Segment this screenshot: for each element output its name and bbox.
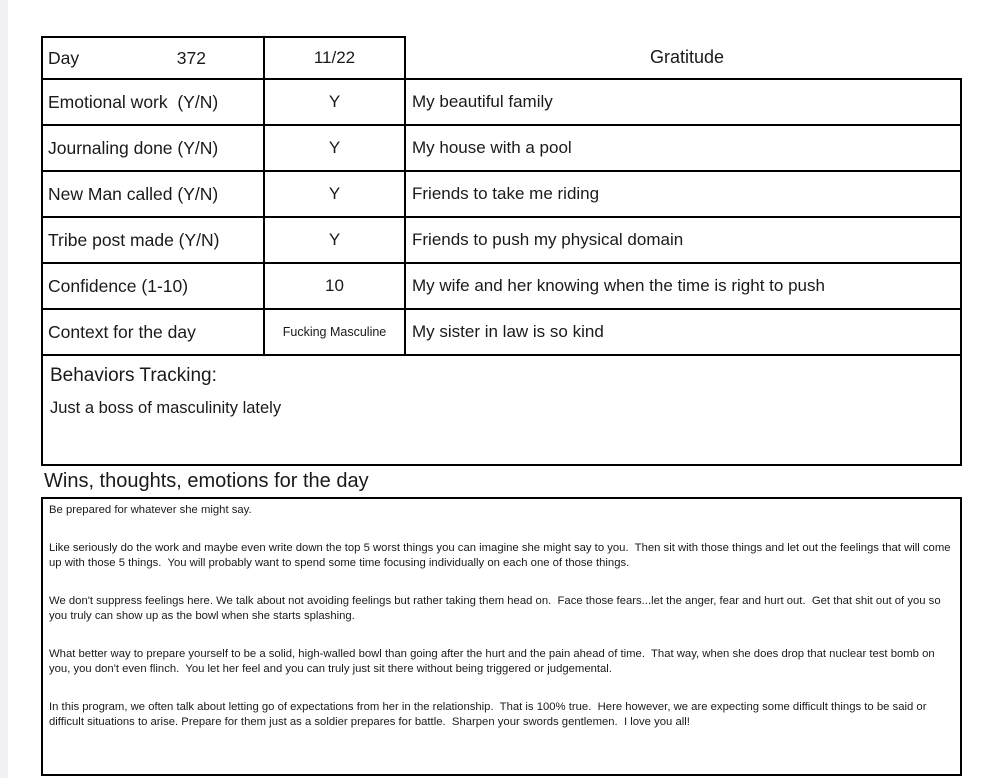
- wins-paragraph: What better way to prepare yourself to be a solid, high-walled bowl than going after the hurt and the pain ahead of time. That way, when she does drop that nuclear test bomb on you, you don't even flinch. You let her feel and you can truly just sit there without being triggered or judgemental.: [49, 648, 938, 675]
- gratitude-entry-cell[interactable]: Friends to push my physical domain: [406, 218, 962, 264]
- gratitude-entry-cell[interactable]: My wife and her knowing when the time is right to push: [406, 264, 962, 310]
- journal-sheet: [41, 36, 962, 776]
- wins-paragraph: We don't suppress feelings here. We talk about not avoiding feelings but rather taking them head on. Face those fears...let the anger, fear and hurt out. Get that shit out of you so you truly can show up as the bowl when she starts splashing.: [49, 595, 944, 622]
- row-label-cell: Journaling done (Y/N): [43, 126, 265, 172]
- row-label-cell: Tribe post made (Y/N): [43, 218, 265, 264]
- gratitude-header: [406, 36, 962, 80]
- day-cell[interactable]: [43, 36, 265, 80]
- table-row: [43, 264, 962, 310]
- tracker-header-row: [43, 36, 962, 80]
- table-row: [43, 172, 962, 218]
- date-cell[interactable]: [265, 36, 406, 80]
- wins-paragraph: In this program, we often talk about letting go of expectations from her in the relationship. That is 100% true. Here however, we are expecting some difficult things to be said or difficult situations to arise. Prepare for them just as a soldier prepares for battle. Sharpen your swords gentlemen. I love you all!: [49, 701, 930, 728]
- table-row: [43, 218, 962, 264]
- row-label-cell: Confidence (1-10): [43, 264, 265, 310]
- wins-section-heading: Wins, thoughts, emotions for the day: [44, 470, 369, 492]
- gratitude-entry-cell[interactable]: My house with a pool: [406, 126, 962, 172]
- row-label-cell: New Man called (Y/N): [43, 172, 265, 218]
- table-row: [43, 310, 962, 356]
- behaviors-title: Behaviors Tracking:: [50, 365, 217, 386]
- row-value-cell[interactable]: Y: [265, 126, 406, 172]
- gratitude-title: Gratitude: [649, 46, 725, 67]
- day-number: 372: [176, 47, 206, 68]
- date-value: 11/22: [313, 48, 356, 67]
- gratitude-entry-cell[interactable]: Friends to take me riding: [406, 172, 962, 218]
- row-value-cell[interactable]: Y: [265, 218, 406, 264]
- wins-text-box[interactable]: [41, 497, 962, 776]
- gratitude-entry-cell[interactable]: My sister in law is so kind: [406, 310, 962, 356]
- row-value-cell[interactable]: 10: [265, 264, 406, 310]
- row-value-cell[interactable]: Y: [265, 172, 406, 218]
- row-value-cell[interactable]: Fucking Masculine: [265, 310, 406, 356]
- page-edge-strip: [0, 0, 8, 778]
- tracker-table: [41, 36, 962, 466]
- day-label: Day: [48, 47, 80, 68]
- behaviors-tracking-box[interactable]: [43, 356, 962, 466]
- table-row: [43, 126, 962, 172]
- wins-paragraph: Like seriously do the work and maybe even write down the top 5 worst things you can imagine she might say to you. Then sit with those things and let out the feelings that will come up with those 5 things. You will probably want to spend some time focusing individually on each one of those things.: [49, 542, 954, 569]
- behaviors-note: Just a boss of masculinity lately: [50, 399, 282, 417]
- gratitude-entry-cell[interactable]: My beautiful family: [406, 80, 962, 126]
- wins-paragraph: Be prepared for whatever she might say.: [49, 504, 252, 516]
- row-value-cell[interactable]: Y: [265, 80, 406, 126]
- row-label-cell: Context for the day: [43, 310, 265, 356]
- table-row: [43, 80, 962, 126]
- row-label-cell: Emotional work (Y/N): [43, 80, 265, 126]
